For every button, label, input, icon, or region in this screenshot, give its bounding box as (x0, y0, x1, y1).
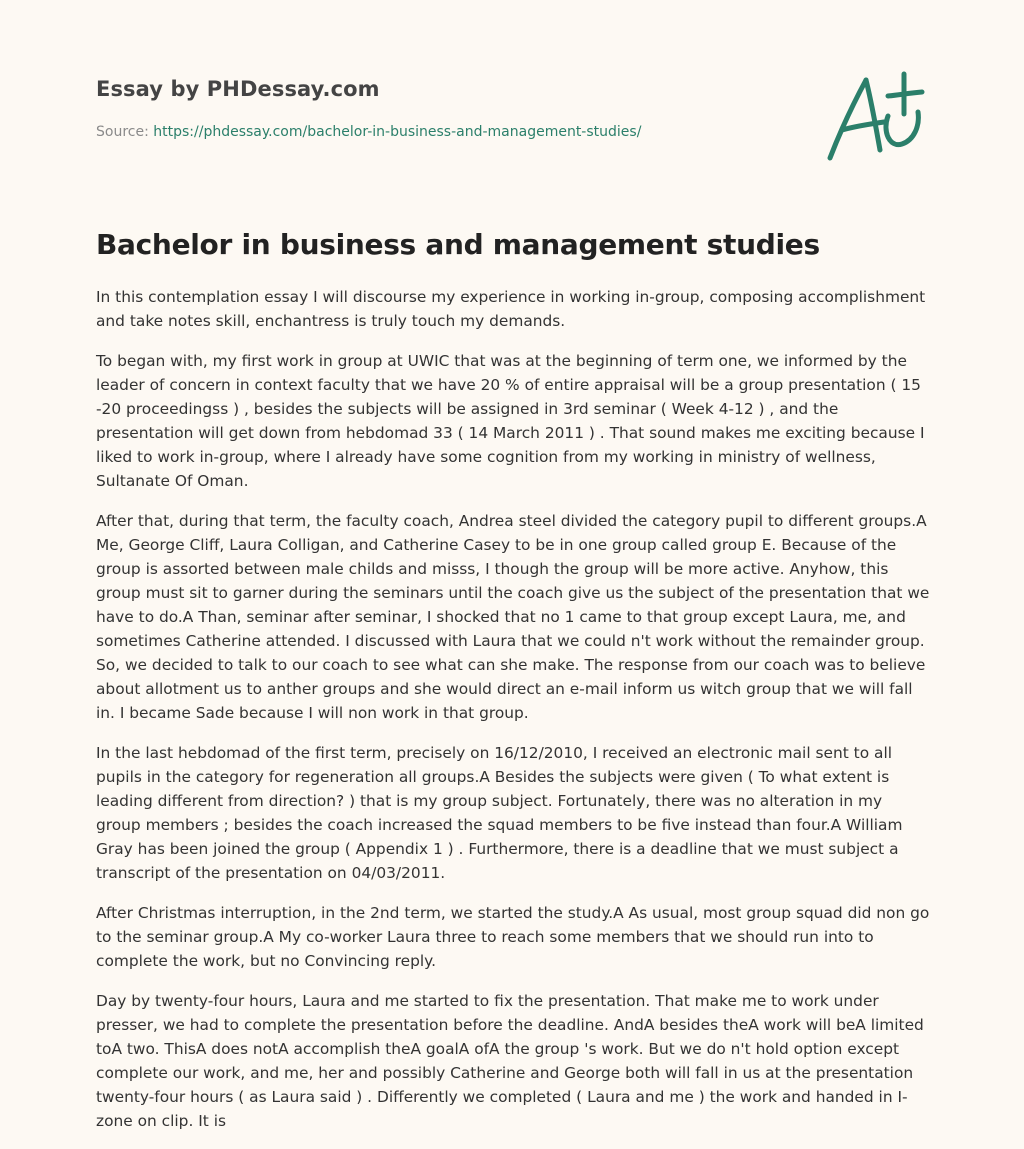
essay-title: Bachelor in business and management studies (96, 228, 820, 261)
essay-body (96, 285, 930, 1149)
source-label: Source: (96, 124, 154, 140)
essay-paragraph: In the last hebdomad of the first term, precisely on 16/12/2010, I received an electronic mail sent to all pupils in the category for regeneration all groups.A Besides the subjects were given ( To what extent is leading different from direction? ) that is my group subject. Fortunately, there was no alteration in my group members ; besides the coach increased the squad members to be five instead than four.A William Gray has been joined the group ( Appendix 1 ) . Furthermore, there is a deadline that we must subject a transcript of the presentation on 04/03/2011. (96, 744, 903, 882)
essay-paragraph: To began with, my first work in group at UWIC that was at the beginning of term one, we informed by the leader of concern in context faculty that we have 20 % of entire appraisal will be a group presentation ( 15 -20 proceedingss ) , besides the subjects will be assigned in 3rd seminar ( Week 4-12 ) , and the presentation will get down from hebdomad 33 ( 14 March 2011 ) . That sound makes me exciting because I liked to work in-group, where I already have some cognition from my working in ministry of wellness, Sultanate Of Oman. (96, 352, 925, 490)
source-line (96, 124, 641, 140)
essay-paragraph: Day by twenty-four hours, Laura and me started to fix the presentation. That make me to work under presser, we had to complete the presentation before the deadline. AndA besides theA work will beA limited toA two. ThisA does notA accomplish theA goalA ofA the group 's work. But we do n't hold option except complete our work, and me, her and possibly Catherine and George both will fall in us at the presentation twenty-four hours ( as Laura said ) . Differently we completed ( Laura and me ) the work and handed in I-zone on clip. It is (96, 992, 924, 1130)
essay-paragraph: After that, during that term, the faculty coach, Andrea steel divided the category pupil to different groups.A Me, George Cliff, Laura Colligan, and Catherine Casey to be in one group called group E. Because of the group is assorted between male childs and misss, I though the group will be more active. Anyhow, this group must sit to garner during the seminars until the coach give us the subject of the presentation that we have to do.A Than, seminar after seminar, I shocked that no 1 came to that group except Laura, me, and sometimes Catherine attended. I discussed with Laura that we could n't work without the remainder group. So, we decided to talk to our coach to see what can she make. The response from our coach was to believe about allotment us to anther groups and she would direct an e-mail inform us witch group that we will fall in. I became Sade because I will non work in that group. (96, 512, 930, 722)
site-brand: Essay by PHDessay.com (96, 77, 380, 101)
essay-paragraph: After Christmas interruption, in the 2nd term, we started the study.A As usual, most group squad did non go to the seminar group.A My co-worker Laura three to reach some members that we should run into to complete the work, but no Convincing reply. (96, 904, 930, 970)
essay-paragraph: In this contemplation essay I will discourse my experience in working in-group, composing accomplishment and take notes skill, enchantress is truly touch my demands. (96, 288, 926, 330)
a-plus-logo-icon (826, 70, 926, 164)
source-link[interactable]: https://phdessay.com/bachelor-in-business-and-management-studies/ (153, 124, 642, 140)
